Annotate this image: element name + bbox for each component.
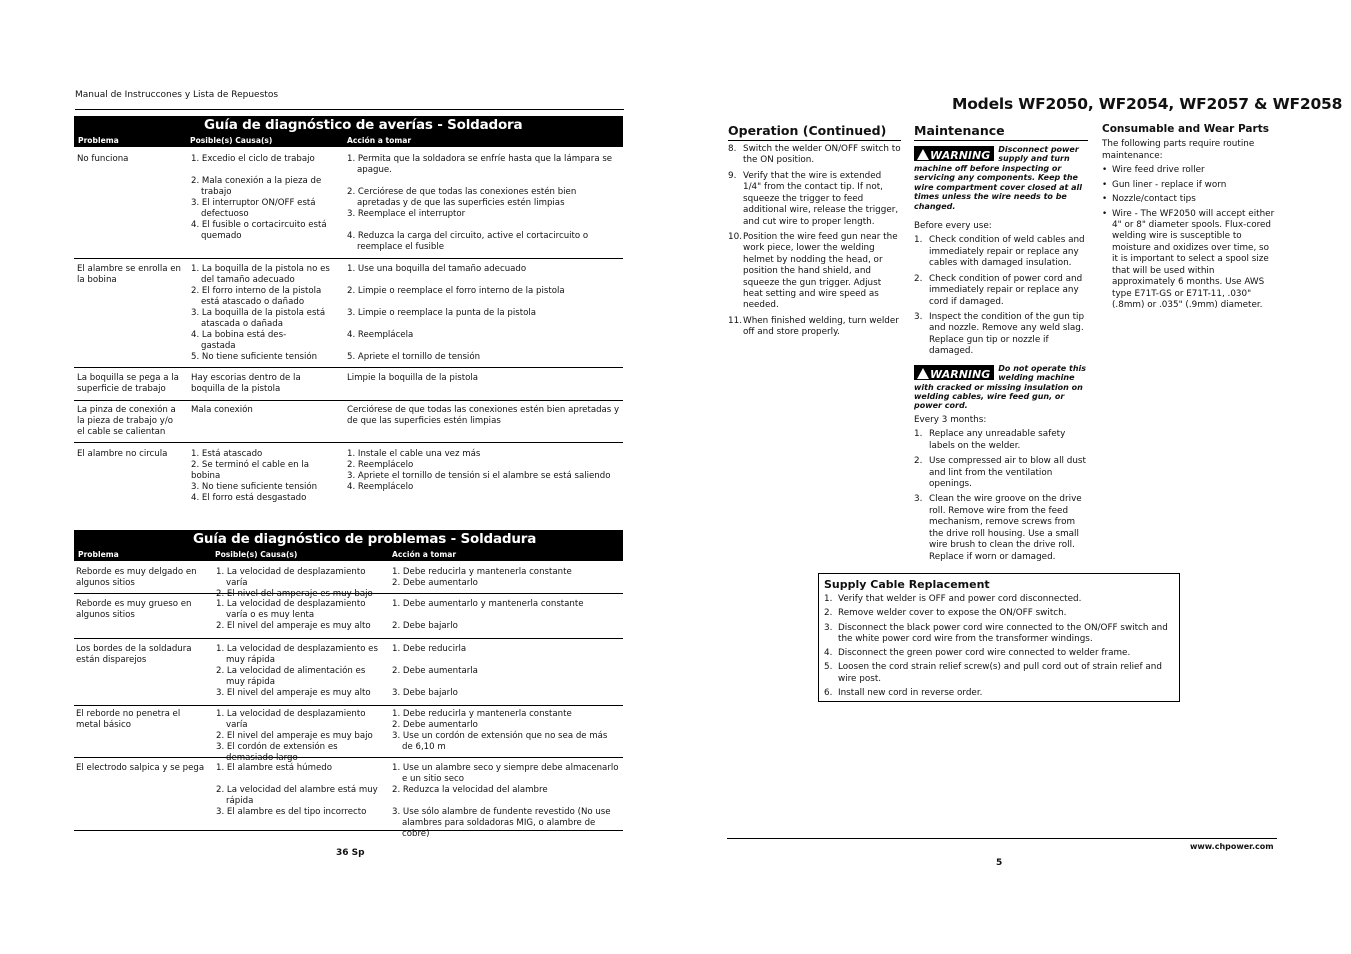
table-row <box>74 147 623 259</box>
list-number: 2. <box>914 456 923 467</box>
bullet-item <box>1102 209 1277 312</box>
cell-causes: 1. La velocidad de desplazamiento varía 2. El nivel del amperaje es muy bajo 3. El cordón de extensión es demasiado largo <box>216 709 373 763</box>
table-row <box>74 639 623 706</box>
table-row <box>74 368 623 401</box>
list-text: Remove welder cover to expose the ON/OFF switch. <box>838 608 1067 619</box>
list-text: Check condition of power cord and immediately repair or replace any cord if damaged. <box>929 273 1083 307</box>
list-item <box>728 232 901 312</box>
cell-actions: Cerciórese de que todas las conexiones estén bien apretadas y de que las superficies estén limpias <box>347 405 620 426</box>
bullet-icon: • <box>1102 179 1108 190</box>
list-item <box>914 312 1088 358</box>
list-number: 4. <box>824 648 833 659</box>
consumables-intro: The following parts require routine maintenance: <box>1102 139 1255 161</box>
bullet-item <box>1102 180 1277 191</box>
list-number: 1. <box>824 594 833 605</box>
bullet-text: Nozzle/contact tips <box>1112 194 1196 205</box>
cell-problem: El reborde no penetra el metal básico <box>76 709 181 730</box>
cell-causes: 1. La boquilla de la pistola no es del tamaño adecuado 2. El forro interno de la pistola está atascado o dañado 3. La boquilla de la pistola está atascada o dañada 4. La bobina está des-gastada 5. No tiene suficiente tensión <box>191 264 330 362</box>
list-number: 9. <box>728 170 737 181</box>
list-number: 2. <box>914 273 923 284</box>
section-heading: Operation (Continued) <box>728 123 887 138</box>
consumables-list <box>1102 165 1277 311</box>
table-row <box>74 706 623 763</box>
website-url: www.chpower.com <box>1190 842 1274 851</box>
col-header-actions: Acción a tomar <box>347 136 412 145</box>
header-rule <box>75 109 624 110</box>
col-header-actions: Acción a tomar <box>392 550 457 559</box>
cell-causes: 1. La velocidad de desplazamiento varía o es muy lenta 2. El nivel del amperaje es muy alto <box>216 599 371 631</box>
list-item <box>914 274 1088 308</box>
cell-causes: 1. La velocidad de desplazamiento es muy rápida 2. La velocidad de alimentación es muy rápida 3. El nivel del amperaje es muy alto <box>216 644 378 698</box>
table-title: Guía de diagnóstico de problemas - Soldadura <box>74 530 623 549</box>
maintenance-steps-before-use <box>914 235 1088 357</box>
list-text: Verify that welder is OFF and power cord disconnected. <box>838 594 1082 605</box>
warning-triangle-icon <box>917 368 929 379</box>
table-row <box>74 561 623 599</box>
cell-problem: Reborde es muy grueso en algunos sitios <box>76 599 192 620</box>
list-number: 5. <box>824 662 833 673</box>
before-use-label: Before every use: <box>914 221 992 232</box>
list-item <box>824 594 1174 605</box>
list-text: Install new cord in reverse order. <box>838 687 983 698</box>
table-row <box>74 401 623 443</box>
cell-problem: El alambre se enrolla en la bobina <box>77 264 181 285</box>
list-item <box>914 456 1088 490</box>
cell-actions: 1. Debe reducirla y mantenerla constante 2. Debe aumentarlo <box>392 567 572 588</box>
cell-actions: 1. Permita que la soldadora se enfríe hasta que la lámpara se apague. 2. Cerciórese de que todas las conexiones estén bien apretadas y de que las superficies estén limpias 3. Reemplace el interruptor 4. Reduzca la carga del circuito, active el cortacircuito o reemplace el fusible <box>347 154 613 252</box>
warning-badge: WARNING <box>914 146 994 161</box>
cell-problem: Los bordes de la soldadura están disparejos <box>76 644 192 665</box>
cell-causes: 1. La velocidad de desplazamiento varía 2. El nivel del amperaje es muy bajo <box>216 567 373 599</box>
bullet-text: Gun liner - replace if worn <box>1112 179 1227 190</box>
page-number-right: 5 <box>996 858 1003 868</box>
col-header-causes: Posible(s) Causa(s) <box>215 550 298 559</box>
cell-causes: Hay escorias dentro de la boquilla de la pistola <box>191 373 301 394</box>
list-text: Replace any unreadable safety labels on the welder. <box>929 429 1066 451</box>
list-text: Disconnect the green power cord wire connected to welder frame. <box>838 648 1131 659</box>
list-text: Use compressed air to blow all dust and lint from the ventilation openings. <box>929 456 1086 489</box>
cell-actions: 1. Debe reducirla 2. Debe aumentarla 3. Debe bajarlo <box>392 644 478 698</box>
section-rule <box>914 140 1088 141</box>
bullet-icon: • <box>1102 208 1108 219</box>
col-header-problem: Problema <box>78 136 119 145</box>
list-text: Switch the welder ON/OFF switch to the ON position. <box>743 144 901 166</box>
list-item <box>728 316 901 339</box>
operation-steps <box>728 144 901 339</box>
list-text: Inspect the condition of the gun tip and nozzle. Remove any weld slag. Replace gun tip or nozzle if damaged. <box>929 312 1085 357</box>
bullet-text: Wire - The WF2050 will accept either 4" or 8" diameter spools. Flux-cored welding wire is susceptible to moisture and oxidizes over time, so it is important to select a spool size that will be used within approximately 6 months. Use AWS type E71T-GS or E71T-11, .030" (.8mm) or .035" (.9mm) diameter. <box>1112 208 1275 310</box>
warning-block: WARNING Disconnect power supply and turn machine off before inspecting or servicing any components. Keep the wire compartment cover closed at all times unless the wire needs to be changed. <box>914 145 1083 211</box>
cell-causes: 1. Excedio el ciclo de trabajo 2. Mala conexión a la pieza de trabajo 3. El interruptor ON/OFF está defectuoso 4. El fusible o cortacircuito está quemado <box>191 154 327 241</box>
maintenance-section <box>914 123 1088 567</box>
section-heading: Maintenance <box>914 123 1005 138</box>
list-text: Clean the wire groove on the drive roll. Remove wire from the feed mechanism, remove screws from the drive roll housing. Use a small wire brush to clean the drive roll. Replace if worn or damaged. <box>929 494 1082 562</box>
cell-causes: 1. El alambre está húmedo 2. La velocidad del alambre está muy rápida 3. El alambre es del tipo incorrecto <box>216 763 378 817</box>
cell-problem: La boquilla se pega a la superficie de trabajo <box>77 373 179 394</box>
cell-problem: El electrodo salpica y se pega <box>76 763 205 773</box>
col-header-causes: Posible(s) Causa(s) <box>190 136 273 145</box>
bullet-icon: • <box>1102 194 1108 205</box>
cell-actions: Limpie la boquilla de la pistola <box>347 373 479 383</box>
bullet-text: Wire feed drive roller <box>1112 165 1205 176</box>
every-3-months-label: Every 3 months: <box>914 414 987 425</box>
list-number: 6. <box>824 687 833 698</box>
footer-rule <box>727 838 1277 839</box>
list-number: 3. <box>824 622 833 633</box>
table-row <box>74 443 623 501</box>
list-text: Check condition of weld cables and immediately repair or replace any cables with damaged insulation. <box>929 235 1085 269</box>
list-item <box>914 429 1088 452</box>
list-item <box>914 494 1088 563</box>
list-text: Disconnect the black power cord wire connected to the ON/OFF switch and the white power cord wire from the transformer windings. <box>838 622 1168 644</box>
list-item <box>824 648 1174 659</box>
list-text: When finished welding, turn welder off and store properly. <box>743 315 899 338</box>
table-row <box>74 259 623 368</box>
bullet-item <box>1102 165 1277 176</box>
bullet-item <box>1102 194 1277 205</box>
cell-problem: Reborde es muy delgado en algunos sitios <box>76 567 197 588</box>
section-rule <box>728 140 901 141</box>
col-header-problem: Problema <box>78 550 119 559</box>
page-header: Manual de Instruccones y Lista de Repuestos <box>75 90 279 100</box>
cell-causes: 1. Está atascado 2. Se terminó el cable en la bobina 3. No tiene suficiente tensión 4. El forro está desgastado <box>191 449 318 503</box>
cell-actions: 1. Debe aumentarlo y mantenerla constante 2. Debe bajarlo <box>392 599 584 631</box>
list-item <box>728 144 901 167</box>
table-header <box>74 135 623 147</box>
list-text: Position the wire feed gun near the work piece, lower the welding helmet by nodding the head, or position the hand shield, and squeeze the gun trigger. Adjust heat setting and wire speed as needed. <box>743 231 898 311</box>
table-row <box>74 594 623 639</box>
cell-causes: Mala conexión <box>191 405 253 415</box>
cell-problem: La pinza de conexión a la pieza de trabajo y/o el cable se calientan <box>77 405 176 437</box>
list-item <box>728 171 901 228</box>
list-text: Verify that the wire is extended 1/4" from the contact tip. If not, squeeze the trigger to feed additional wire, release the trigger, and cut wire to proper length. <box>743 170 899 227</box>
cell-actions: 1. Use una boquilla del tamaño adecuado 2. Limpie o reemplace el forro interno de la pistola 3. Limpie o reemplace la punta de la pistola 4. Reemplácela 5. Apriete el tornillo de tensión <box>347 264 565 362</box>
cell-actions: 1. Instale el cable una vez más 2. Reemplácelo 3. Apriete el tornillo de tensión si el alambre se está saliendo 4. Reemplácelo <box>347 449 611 492</box>
section-heading: Consumable and Wear Parts <box>1102 123 1269 135</box>
list-number: 11. <box>728 315 742 326</box>
table-title: Guía de diagnóstico de averías - Soldadora <box>74 116 623 135</box>
list-text: Loosen the cord strain relief screw(s) and pull cord out of strain relief and wire post. <box>838 662 1162 684</box>
operation-section <box>728 123 901 343</box>
consumables-section <box>1102 123 1277 314</box>
box-heading: Supply Cable Replacement <box>824 578 990 591</box>
list-item <box>824 608 1174 619</box>
warning-badge: WARNING <box>914 365 994 380</box>
cell-actions: 1. Debe reducirla y mantenerla constante 2. Debe aumentarlo 3. Use un cordón de extensión que no sea de más de 6,10 m <box>392 709 608 752</box>
list-item <box>824 662 1174 685</box>
list-item <box>914 235 1088 269</box>
table-header <box>74 549 623 561</box>
supply-cable-steps <box>824 594 1174 699</box>
page-number-left: 36 Sp <box>336 848 365 858</box>
cell-problem: No funciona <box>77 154 129 164</box>
troubleshooting-table-welder <box>74 116 623 501</box>
list-number: 1. <box>914 235 923 246</box>
maintenance-steps-3-months <box>914 429 1088 563</box>
bullet-icon: • <box>1102 165 1108 176</box>
list-number: 10. <box>728 231 742 242</box>
models-title: Models WF2050, WF2054, WF2057 & WF2058 <box>952 95 1343 113</box>
list-number: 8. <box>728 144 737 154</box>
cell-problem: El alambre no circula <box>77 449 168 459</box>
warning-block: WARNING Do not operate this welding machine with cracked or missing insulation on welding cables, wire feed gun, or power cord. <box>914 363 1087 411</box>
list-number: 3. <box>914 312 923 323</box>
cell-actions: 1. Use un alambre seco y siempre debe almacenarlo e un sitio seco 2. Reduzca la velocidad del alambre 3. Use sólo alambre de fundente revestido (No use alambres para soldadoras MIG, o alambre de cobre) <box>392 763 619 839</box>
warning-triangle-icon <box>917 149 929 160</box>
list-number: 1. <box>914 429 923 440</box>
troubleshooting-table-welding <box>74 530 623 839</box>
list-number: 3. <box>914 494 923 505</box>
list-item <box>824 623 1174 646</box>
supply-cable-box <box>818 573 1180 702</box>
list-number: 2. <box>824 608 833 619</box>
list-item <box>824 688 1174 699</box>
table-row <box>74 758 623 839</box>
